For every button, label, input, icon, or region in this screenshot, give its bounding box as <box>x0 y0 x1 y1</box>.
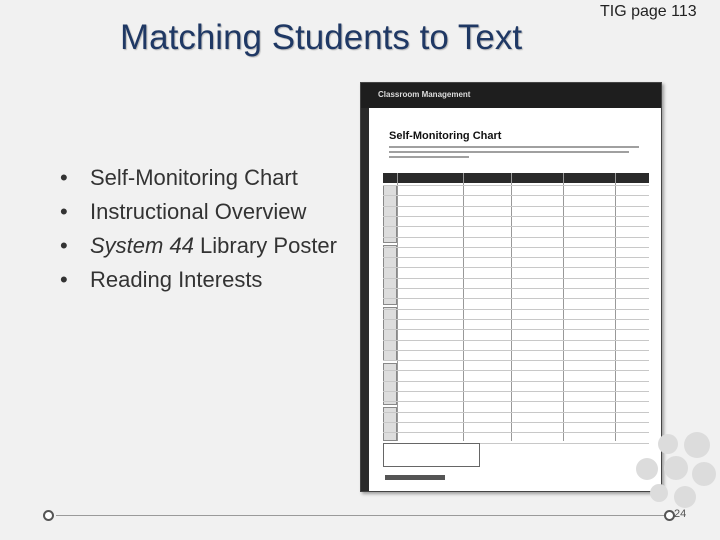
table-row <box>383 381 649 382</box>
table-row <box>383 237 649 238</box>
table-row <box>383 267 649 268</box>
table-row <box>383 298 649 299</box>
document-header-label: Classroom Management <box>378 90 471 99</box>
document-instructions <box>389 146 649 161</box>
bullet-item: • System 44 Library Poster <box>60 233 337 258</box>
slide-title: Matching Students to Text <box>120 18 523 57</box>
document-side-strip <box>361 83 369 491</box>
table-row <box>383 206 649 207</box>
table-row <box>383 195 649 196</box>
table-row <box>383 226 649 227</box>
table-row <box>383 432 649 433</box>
table-row <box>383 391 649 392</box>
bullet-item: • Reading Interests <box>60 267 263 292</box>
table-row <box>383 185 649 186</box>
nav-circle-left <box>43 510 54 521</box>
table-row <box>383 278 649 279</box>
document-header-bar <box>361 83 661 108</box>
table-row <box>383 370 649 371</box>
table-row <box>383 350 649 351</box>
table-row <box>383 340 649 341</box>
table-row <box>383 412 649 413</box>
tig-page-label: TIG page 113 <box>600 3 697 20</box>
document-table-header <box>383 173 649 183</box>
table-row <box>383 319 649 320</box>
table-row <box>383 288 649 289</box>
document-title: Self-Monitoring Chart <box>389 130 502 142</box>
chart-document-image <box>360 82 662 492</box>
table-row <box>383 216 649 217</box>
table-row <box>383 247 649 248</box>
table-row <box>383 422 649 423</box>
bullet-item: • Self-Monitoring Chart <box>60 165 298 190</box>
decorative-circles <box>628 432 720 540</box>
page-number: 24 <box>674 508 687 520</box>
table-row <box>383 401 649 402</box>
table-row <box>383 360 649 361</box>
bullet-list <box>60 162 337 298</box>
footer-rule <box>56 515 664 516</box>
resource-links-box <box>383 443 480 467</box>
table-row <box>383 329 649 330</box>
bullet-item: • Instructional Overview <box>60 199 307 224</box>
table-row <box>383 257 649 258</box>
system44-logo <box>385 475 445 480</box>
table-row <box>383 309 649 310</box>
